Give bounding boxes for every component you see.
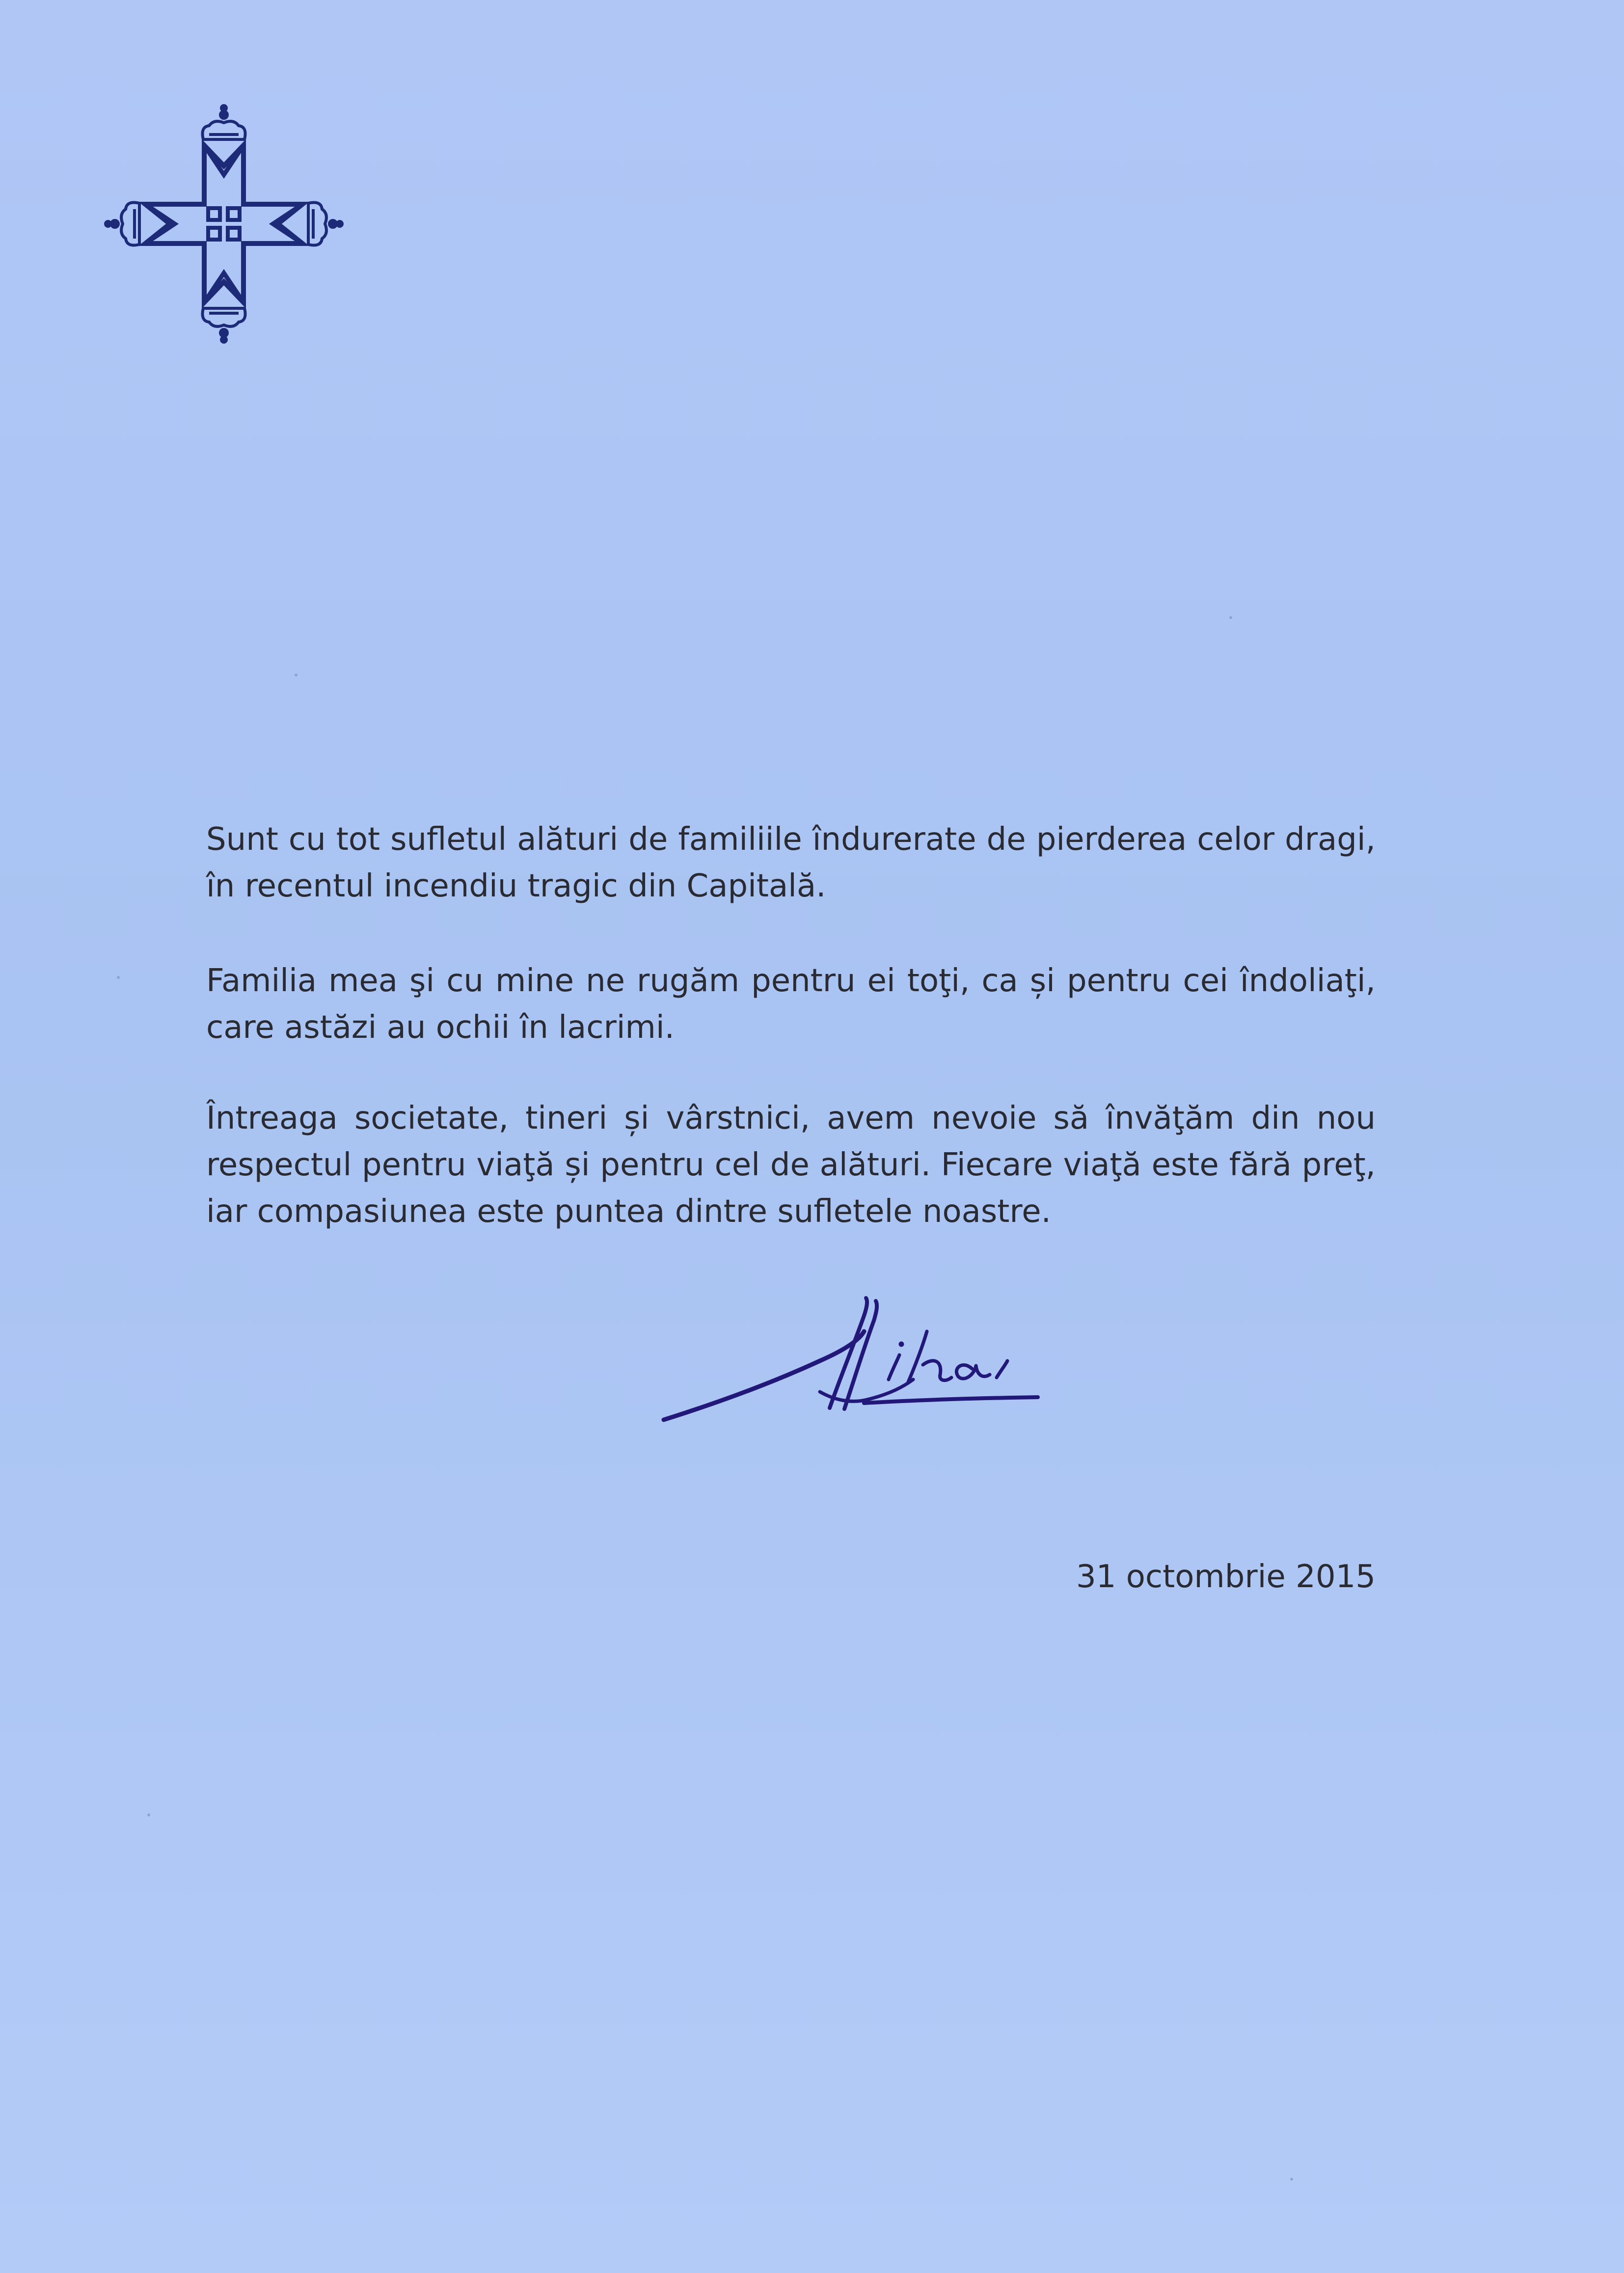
letter-date: 31 octombrie 2015 [1076,1559,1376,1595]
letter-paragraph-2: Familia mea şi cu mine ne rugăm pentru ei toţi, ca și pentru cei îndoliaţi, care astăzi au ochii în lacrimi. [206,963,1376,1046]
paper-speck [1290,2178,1293,2181]
paper-speck [295,674,298,676]
letter-paragraph-1: Sunt cu tot sufletul alături de familiile îndurerate de pierderea celor dragi, în recentul incendiu tragic din Capitală. [206,821,1376,904]
letter-paragraph-3: Întreaga societate, tineri și vârstnici, avem nevoie să învăţăm din nou respectul pentru viaţă și pentru cel de alături. Fiecare viaţă este fără preţ, iar compasiunea este puntea dintre sufletele noastre. [206,1100,1376,1230]
paper-speck [117,976,120,979]
paper-speck [1229,616,1232,619]
royal-monogram-cross-icon [104,104,344,344]
paper-speck [147,1813,150,1816]
handwritten-signature [658,1286,1051,1438]
